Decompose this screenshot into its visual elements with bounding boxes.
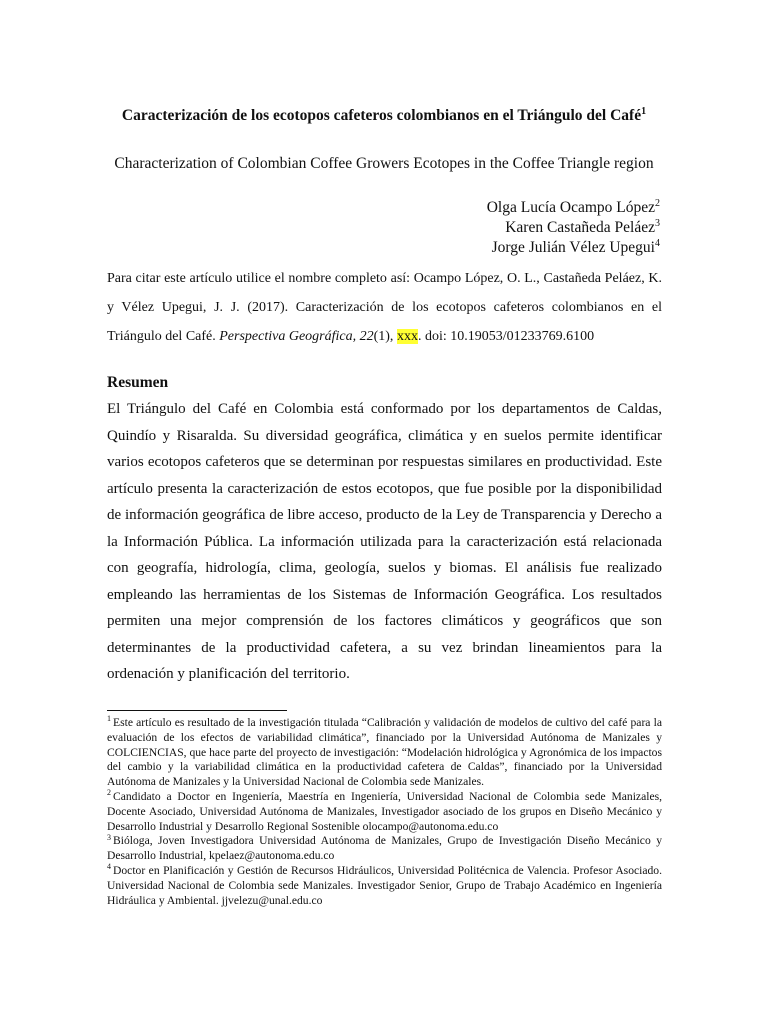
title-footnote-marker: 1 (641, 105, 647, 117)
footnote-text: Candidato a Doctor en Ingeniería, Maestría en Ingeniería, Universidad Nacional de Colombia sede Manizales, Docente Asociado, Universidad Autónoma de Manizales, Investigador asociado de los grupos en Diseño Mecánico y Desarrollo Industrial y Desarrollo Regional Sostenible olocampo@autonoma.edu.co (107, 789, 662, 833)
author-2 (487, 218, 660, 238)
author-1 (487, 198, 660, 218)
author-name: Jorge Julián Vélez Upegui (491, 239, 655, 256)
footnote-number: 1 (107, 714, 111, 724)
author-footnote-marker: 3 (655, 217, 660, 229)
citation-highlight: xxx (396, 329, 418, 344)
footnote-2 (107, 790, 662, 834)
citation-doi: . doi: 10.19053/01233769.6100 (417, 329, 595, 344)
footnote-text: Bióloga, Joven Investigadora Universidad Autónoma de Manizales, Grupo de Investigación Diseño Mecánico y Desarrollo Industrial, kpelaez@autonoma.edu.co (107, 834, 662, 863)
author-name: Olga Lucía Ocampo López (486, 199, 655, 216)
footnote-4 (107, 864, 662, 908)
paper-title (60, 106, 708, 126)
paper-subtitle: Characterization of Colombian Coffee Growers Ecotopes in the Coffee Triangle region (114, 155, 654, 172)
footnote-text: Este artículo es resultado de la investigación titulada “Calibración y validación de modelos de cultivo del café para la evaluación de los efectos de variabilidad climática”, financiado por la Universidad Autónoma de Manizales y COLCIENCIAS, que hace parte del proyecto de investigación: “Modelación hidrológica y Agronómica de los impactos del cambio y la variabilidad climática en la productividad cafetera de Caldas”, financiado por la Universidad Autónoma de Manizales y la Universidad Nacional de Colombia sede Manizales. (107, 716, 662, 789)
footnotes (107, 716, 662, 908)
footnote-divider (107, 710, 287, 711)
citation-text: Para citar este artículo utilice el nombre completo así: Ocampo López, O. L., Castañeda Peláez, K. y Vélez Upegui, J. J. (2017). Caracterización de los ecotopos cafeteros colombianos en el Triángulo del Café. (107, 271, 662, 344)
abstract-paragraph: El Triángulo del Café en Colombia está conformado por los departamentos de Caldas, Quindío y Risaralda. Su diversidad geográfica, climática y en suelos permite identificar varios ecotopos cafeteros que se determinan por respuestas similares en productividad. Este artículo presenta la caracterización de estos ecotopos, que fue posible por la disponibilidad de información geográfica de libre acceso, producto de la Ley de Transparencia y Derecho a la Información Pública. La información utilizada para la caracterización está relacionada con geografía, hidrología, clima, geología, suelos y biomas. El análisis fue realizado empleando las herramientas de los Sistemas de Información Geográfica. Los resultados permiten una mejor comprensión de los factores climáticos y geográficos que son determinantes de la productividad cafetera, a su vez brindan lineamientos para la ordenación y planificación del territorio. (107, 401, 662, 682)
abstract-heading: Resumen (107, 374, 169, 391)
author-list (487, 198, 660, 258)
footnote-1 (107, 716, 662, 790)
author-footnote-marker: 2 (655, 197, 660, 209)
citation-paragraph (107, 264, 662, 351)
author-name: Karen Castañeda Peláez (505, 219, 655, 236)
footnote-text: Doctor en Planificación y Gestión de Recursos Hidráulicos, Universidad Politécnica de Valencia. Profesor Asociado. Universidad Nacional de Colombia sede Manizales. Investigador Senior, Grupo de Trabajo Académico en Ingeniería Hidráulica y Ambiental. jjvelezu@unal.edu.co (107, 863, 662, 907)
author-3 (487, 238, 660, 258)
author-footnote-marker: 4 (655, 237, 660, 249)
paper-title-text: Caracterización de los ecotopos cafeteros colombianos en el Triángulo del Café (121, 107, 642, 124)
footnote-number: 4 (107, 862, 111, 872)
citation-issue: (1), (373, 329, 397, 344)
footnote-number: 2 (107, 788, 111, 798)
citation-journal: Perspectiva Geográfica, 22 (219, 329, 374, 344)
footnote-number: 3 (107, 832, 111, 842)
footnote-3 (107, 834, 662, 864)
